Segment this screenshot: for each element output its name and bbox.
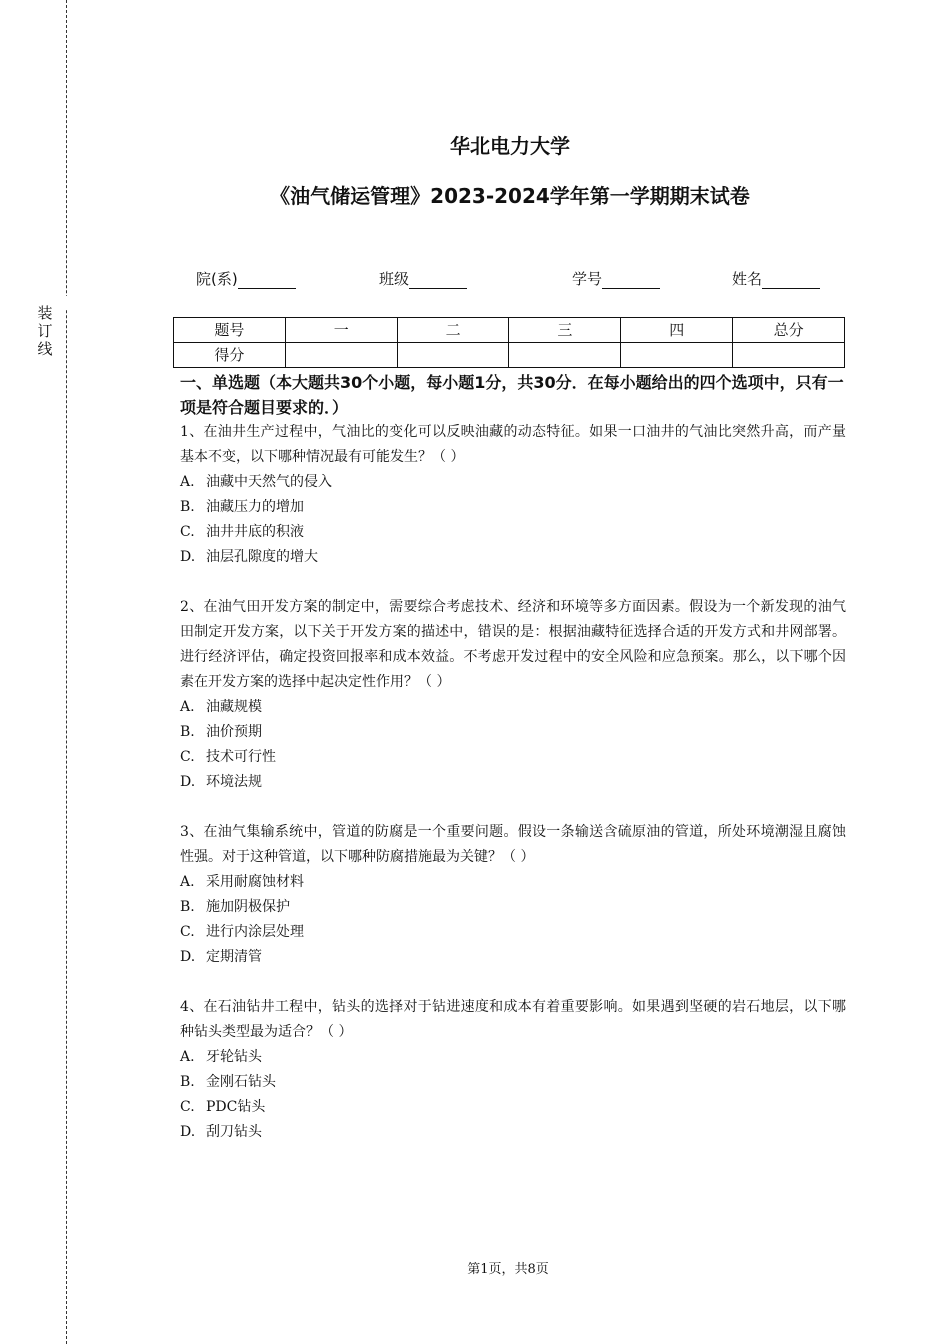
info-label: 学号 [572, 270, 603, 288]
option-text: PDC钻头 [206, 1099, 266, 1115]
score-input-cell[interactable] [509, 343, 621, 368]
question-4 [180, 995, 846, 1145]
question-stem: 4、在石油钻井工程中，钻头的选择对于钻进速度和成本有着重要影响。如果遇到坚硬的岩石地层，以下哪种钻头类型最为适合？（ ） [180, 999, 846, 1040]
info-field-department[interactable] [196, 268, 296, 289]
option-text: 施加阴极保护 [206, 899, 290, 915]
option-c[interactable] [180, 1095, 846, 1120]
option-d[interactable] [180, 545, 846, 570]
option-text: 油价预期 [206, 724, 262, 740]
exam-title: 《油气储运管理》2023-2024学年第一学期期末试卷 [270, 184, 750, 208]
option-text: 金刚石钻头 [206, 1074, 276, 1090]
option-text: 环境法规 [206, 774, 262, 790]
score-table-score-row [174, 343, 845, 368]
option-letter: C. [180, 924, 195, 940]
score-table-header-row [174, 318, 845, 343]
score-table-cell: 题号 [174, 318, 286, 343]
option-text: 牙轮钻头 [206, 1049, 262, 1065]
option-letter: B. [180, 899, 195, 915]
option-letter: B. [180, 499, 195, 515]
option-text: 油层孔隙度的增大 [206, 549, 318, 565]
page-footer: 第1页，共8页 [467, 1262, 549, 1277]
info-label: 班级 [379, 270, 410, 288]
option-letter: A. [180, 474, 195, 490]
option-text: 油藏中天然气的侵入 [206, 474, 332, 490]
option-c[interactable] [180, 745, 846, 770]
option-text: 定期清管 [206, 949, 262, 965]
info-blank[interactable] [602, 272, 660, 289]
option-text: 油藏压力的增加 [206, 499, 304, 515]
score-table-cell: 得分 [174, 343, 286, 368]
option-letter: D. [180, 949, 196, 965]
question-stem: 3、在油气集输系统中，管道的防腐是一个重要问题。假设一条输送含硫原油的管道，所处环境潮湿且腐蚀性强。对于这种管道，以下哪种防腐措施最为关键？（ ） [180, 824, 846, 865]
binding-label [36, 304, 54, 358]
info-field-name[interactable] [732, 268, 820, 289]
info-field-class[interactable] [379, 268, 467, 289]
option-d[interactable] [180, 945, 846, 970]
question-stem: 1、在油井生产过程中，气油比的变化可以反映油藏的动态特征。如果一口油井的气油比突然升高，而产量基本不变，以下哪种情况最有可能发生？（ ） [180, 424, 846, 465]
option-d[interactable] [180, 770, 846, 795]
option-text: 采用耐腐蚀材料 [206, 874, 304, 890]
option-b[interactable] [180, 1070, 846, 1095]
score-input-cell[interactable] [397, 343, 509, 368]
question-3 [180, 820, 846, 970]
option-a[interactable] [180, 470, 846, 495]
binding-char: 订 [37, 322, 53, 340]
option-d[interactable] [180, 1120, 846, 1145]
option-letter: C. [180, 1099, 195, 1115]
score-table-cell: 总分 [733, 318, 845, 343]
option-text: 技术可行性 [206, 749, 276, 765]
score-table-cell: 一 [285, 318, 397, 343]
option-c[interactable] [180, 920, 846, 945]
university-name: 华北电力大学 [450, 134, 570, 158]
binding-char: 线 [37, 340, 53, 358]
score-input-cell[interactable] [621, 343, 733, 368]
info-label: 院(系) [196, 270, 238, 288]
option-letter: A. [180, 1049, 195, 1065]
option-text: 油井井底的积液 [206, 524, 304, 540]
option-text: 刮刀钻头 [206, 1124, 262, 1140]
score-table [173, 317, 845, 368]
option-c[interactable] [180, 520, 846, 545]
binding-line-gap [60, 296, 74, 310]
info-blank[interactable] [238, 272, 296, 289]
binding-char: 装 [37, 304, 53, 322]
section-heading: 一、单选题（本大题共30个小题，每小题1分，共30分．在每小题给出的四个选项中，只有一项是符合题目要求的．） [180, 373, 844, 417]
info-label: 姓名 [732, 270, 763, 288]
option-text: 油藏规模 [206, 699, 262, 715]
question-1 [180, 420, 846, 570]
option-letter: A. [180, 874, 195, 890]
option-b[interactable] [180, 720, 846, 745]
option-b[interactable] [180, 495, 846, 520]
option-a[interactable] [180, 695, 846, 720]
option-letter: B. [180, 724, 195, 740]
option-letter: D. [180, 774, 196, 790]
option-letter: D. [180, 549, 196, 565]
question-stem: 2、在油气田开发方案的制定中，需要综合考虑技术、经济和环境等多方面因素。假设为一个新发现的油气田制定开发方案，以下关于开发方案的描述中，错误的是：根据油藏特征选择合适的开发方式和井网部署。进行经济评估，确定投资回报率和成本效益。不考虑开发过程中的安全风险和应急预案。那么，以下哪个因素在开发方案的选择中起决定性作用？（ ） [180, 599, 846, 690]
info-blank[interactable] [409, 272, 467, 289]
option-a[interactable] [180, 1045, 846, 1070]
option-letter: B. [180, 1074, 195, 1090]
option-letter: D. [180, 1124, 196, 1140]
score-table-cell: 二 [397, 318, 509, 343]
score-input-cell[interactable] [285, 343, 397, 368]
score-table-cell: 三 [509, 318, 621, 343]
option-letter: A. [180, 699, 195, 715]
question-list [180, 420, 846, 1170]
option-b[interactable] [180, 895, 846, 920]
student-info-row [0, 268, 950, 292]
info-blank[interactable] [762, 272, 820, 289]
binding-dashed-line [66, 0, 67, 1344]
option-letter: C. [180, 749, 195, 765]
score-table-cell: 四 [621, 318, 733, 343]
info-field-student-id[interactable] [572, 268, 660, 289]
question-2 [180, 595, 846, 795]
option-text: 进行内涂层处理 [206, 924, 304, 940]
score-input-cell[interactable] [733, 343, 845, 368]
option-letter: C. [180, 524, 195, 540]
option-a[interactable] [180, 870, 846, 895]
